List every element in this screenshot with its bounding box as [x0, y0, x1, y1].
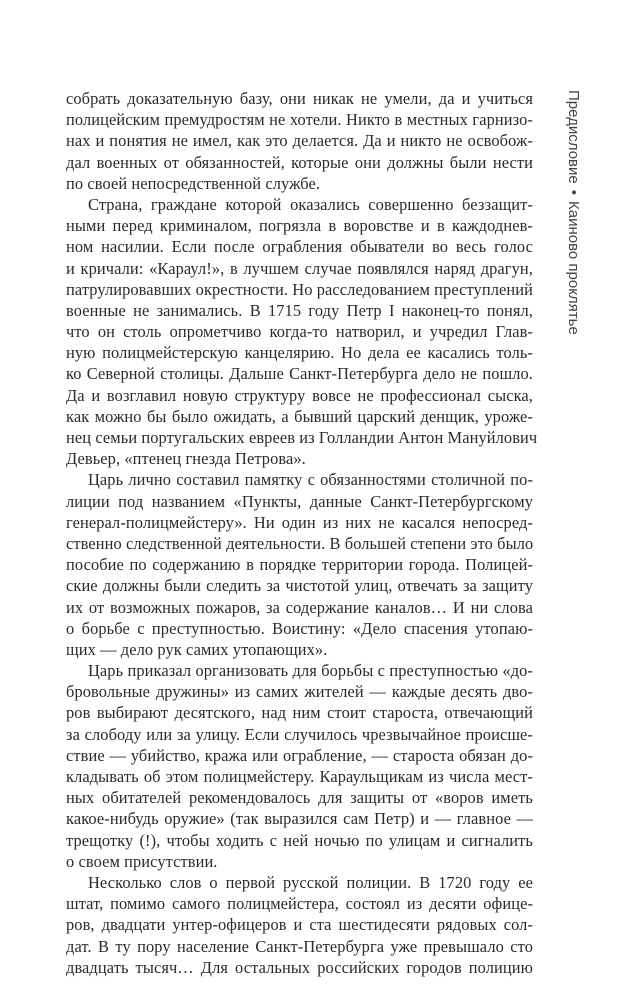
running-head-chapter: Каиново проклятье [565, 201, 582, 335]
text-line: Царь приказал организовать для борьбы с преступностью «до- [88, 661, 533, 681]
text-line: ров, двадцати унтер-офицеров и ста шестидесяти рядовых сол- [66, 915, 533, 935]
text-line: ствие — убийство, кража или ограбление, — староста обязан до- [66, 745, 533, 765]
text-line: Несколько слов о первой русской полиции. В 1720 году ее [88, 872, 533, 892]
text-line: щих — дело рук самих утопающих». [66, 639, 328, 659]
text-line: штат, помимо самого полицмейстера, состоял из десяти офице- [66, 894, 533, 914]
text-line: ко Северной столицы. Дальше Санкт-Петербурга дело не пошло. [66, 364, 533, 384]
text-line: ную полицмейстерскую канцелярию. Но дела ее касались толь- [66, 343, 533, 363]
paragraph [66, 660, 533, 872]
text-line: ном насилии. Если после ограбления обыватели во весь голос [66, 237, 533, 257]
text-line: полицейским премудростям не хотели. Никто в местных гарнизо- [66, 110, 533, 130]
text-line: ственно следственной деятельности. В большей степени это было [66, 533, 534, 553]
text-line: дал военных от обязанностей, которые они должны были нести [66, 152, 533, 172]
text-line: двадцать тысяч… Для остальных российских городов полицию [66, 957, 533, 977]
text-line: о своем присутствии. [66, 851, 218, 871]
text-line: дат. В ту пору население Санкт-Петербурга уже превышало сто [66, 936, 533, 956]
text-line: Девьер, «птенец гнезда Петрова». [66, 449, 306, 469]
text-line: их от возможных пожаров, за содержание каналов… И ни слова [66, 597, 533, 617]
text-line: пособие по содержанию в порядке территории города. Полицей- [66, 555, 533, 575]
text-line: бровольные дружины» из самих жителей — каждые десять дво- [66, 682, 533, 702]
running-head [565, 90, 582, 335]
paragraph [66, 469, 533, 660]
text-line: как можно бы было ожидать, а бывший царский денщик, уроже- [66, 406, 533, 426]
text-line: ными перед криминалом, погрязла в воровстве и в каждоднев- [66, 216, 533, 236]
text-line: военные не занимались. В 1715 году Петр I наконец-то понял, [66, 300, 533, 320]
text-line: трещотку (!), чтобы ходить с ней ночью по улицам и сигналить [66, 830, 533, 850]
text-line: Царь лично составил памятку с обязанностями столичной по- [88, 470, 533, 490]
text-line: Да и возглавил новую структуру вовсе не профессионал сыска, [66, 385, 533, 405]
text-line: ных обитателей рекомендовалось для защиты от «воров иметь [66, 788, 533, 808]
text-line: кладывать об этом полицмейстеру. Караульщикам из числа мест- [66, 767, 533, 786]
text-line: лиции под названием «Пункты, данные Санкт-Петербургскому [66, 491, 533, 511]
paragraph [66, 88, 533, 194]
text-line: Страна, граждане которой оказались совершенно беззащит- [88, 194, 533, 214]
text-line: и кричали: «Караул!», в лучшем случае появлялся наряд драгун, [66, 258, 533, 278]
text-line: о борьбе с преступностью. Воистину: «Дело спасения утопаю- [66, 618, 533, 638]
text-line: нах и понятия не имел, как это делается. Да и никто не освобож- [66, 131, 533, 151]
body-text [66, 88, 538, 978]
text-line: за слободу или за улицу. Если случилось чрезвычайное происше- [66, 724, 533, 744]
paragraph [66, 872, 533, 978]
running-head-section: Предисловие [565, 90, 582, 184]
text-line: генерал-полицмейстеру». Ни один из них не касался непосред- [66, 512, 533, 532]
text-line: нец семьи португальских евреев из Голландии Антон Мануйлович [66, 428, 538, 447]
text-line: патрулировавших окрестности. Но расследованием преступлений [66, 279, 533, 299]
text-line: ские должны были следить за чистотой улиц, отвечать за защиту [66, 576, 533, 596]
text-line: какое-нибудь оружие» (так выразился сам Петр) и — главное — [66, 809, 533, 829]
running-head-separator: • [565, 189, 582, 195]
paragraph [66, 194, 538, 469]
text-line: собрать доказательную базу, они никак не умели, да и учиться [66, 89, 533, 108]
text-line: что он столь опрометчиво когда-то натворил, и учредил Глав- [66, 322, 533, 342]
text-line: по своей непосредственной службе. [66, 173, 321, 193]
text-line: ров выбирают десятского, над ним стоит староста, отвечающий [66, 703, 533, 723]
